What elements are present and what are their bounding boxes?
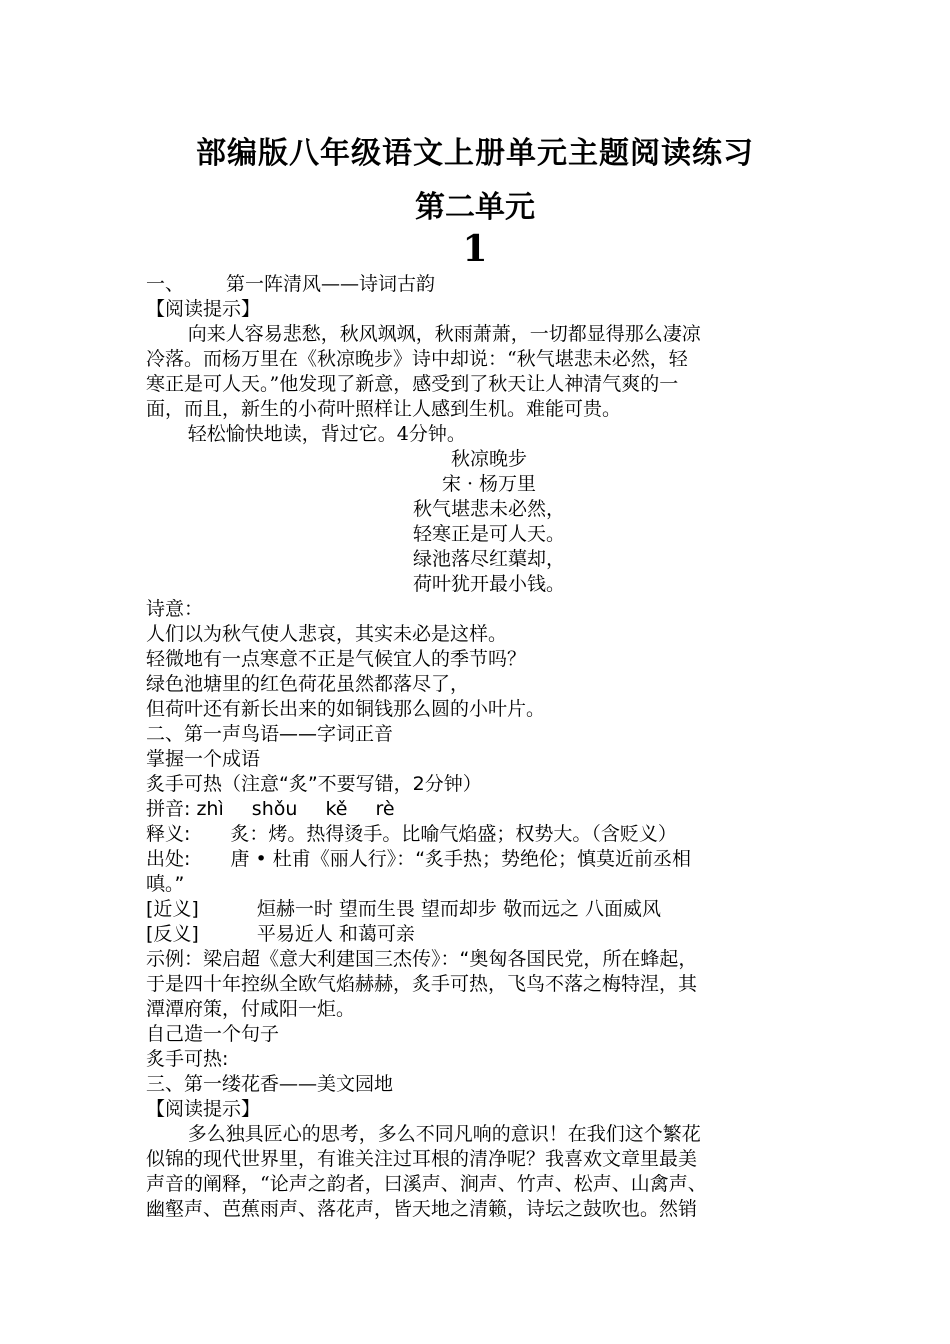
poem-line: 轻寒正是可人天。 — [412, 523, 565, 545]
idiom-line: 炙手可热（注意“炙”不要写错，2分钟） — [146, 773, 482, 795]
paragraph-line: 冷落。而杨万里在《秋凉晚步》诗中却说：“秋气堪悲未必然，轻 — [146, 348, 688, 370]
paragraph-line: 向来人容易悲愁，秋风飒飒，秋雨萧萧，一切都显得那么凄凉 — [187, 323, 701, 345]
example-line: 示例：梁启超《意大利建国三杰传》：“奥匈各国民党，所在蜂起， — [146, 948, 698, 970]
paragraph-line: 声音的阐释，“论声之韵者，曰溪声、涧声、竹声、松声、山禽声、 — [146, 1173, 707, 1195]
unit-title: 第二单元 — [415, 190, 535, 225]
pinyin-syllable: shǒu — [251, 798, 298, 820]
source-label: 出处: — [146, 848, 191, 870]
synonyms-text: 烜赫一时 望而生畏 望而却步 敬而远之 八面威风 — [256, 898, 661, 920]
pinyin-row — [146, 797, 802, 822]
meaning-line: 绿色池塘里的红色荷花虽然都落尽了， — [146, 673, 470, 695]
section-heading: 二、第一声鸟语——字词正音 — [146, 723, 394, 745]
subheading: 掌握一个成语 — [146, 748, 261, 770]
pinyin-syllable: zhì — [196, 798, 224, 820]
paragraph-line: 似锦的现代世界里，有谁关注过耳根的清净呢？我喜欢文章里最美 — [146, 1148, 698, 1170]
source-text: 唐 • 杜甫《丽人行》：“炙手热；势绝伦；慎莫近前丞相 — [230, 848, 692, 870]
antonyms-label: [反义] — [146, 923, 199, 945]
document-body — [146, 272, 802, 1222]
paragraph-line: 寒正是可人天。”他发现了新意，感受到了秋天让人神清气爽的一 — [146, 373, 679, 395]
paragraph-line: 幽壑声、芭蕉雨声、落花声，皆天地之清籁，诗坛之鼓吹也。然销 — [146, 1198, 698, 1220]
poem-author: 宋 · 杨万里 — [441, 473, 537, 495]
paragraph-line: 面，而且，新生的小荷叶照样让人感到生机。难能可贵。 — [146, 398, 622, 420]
poem-line: 荷叶犹开最小钱。 — [412, 573, 565, 595]
poem-title: 秋凉晚步 — [450, 448, 527, 470]
definition-label: 释义: — [146, 823, 191, 845]
antonyms-text: 平易近人 和蔼可亲 — [256, 923, 415, 945]
reading-tip-label: 【阅读提示】 — [146, 1098, 261, 1120]
section-heading-text: 第一阵清风——诗词古韵 — [226, 273, 436, 295]
sentence-prompt: 炙手可热: — [146, 1048, 229, 1070]
poem-line: 秋气堪悲未必然， — [412, 498, 565, 520]
synonyms-row — [146, 897, 802, 922]
meaning-line: 轻微地有一点寒意不正是气候宜人的季节吗？ — [146, 648, 527, 670]
lesson-number: 1 — [462, 228, 488, 270]
meaning-label: 诗意： — [146, 598, 204, 620]
definition-text: 炙：烤。热得烫手。比喻气焰盛；权势大。（含贬义） — [230, 823, 677, 845]
example-line: 于是四十年控纵全欧气焰赫赫，炙手可热，飞鸟不落之梅特涅，其 — [146, 973, 698, 995]
instruction: 轻松愉快地读，背过它。4分钟。 — [187, 423, 466, 445]
section-heading: 三、第一缕花香——美文园地 — [146, 1073, 394, 1095]
antonyms-row — [146, 922, 802, 947]
subheading: 自己造一个句子 — [146, 1023, 280, 1045]
section-heading — [146, 272, 802, 297]
meaning-line: 但荷叶还有新长出来的如铜钱那么圆的小叶片。 — [146, 698, 546, 720]
synonyms-label: [近义] — [146, 898, 199, 920]
example-line: 潭潭府策，付咸阳一炬。 — [146, 998, 356, 1020]
pinyin-syllable: kě — [325, 798, 348, 820]
paragraph-line: 多么独具匠心的思考，多么不同凡响的意识！在我们这个繁花 — [187, 1123, 701, 1145]
reading-tip-label: 【阅读提示】 — [146, 298, 261, 320]
pinyin-label: 拼音: — [146, 798, 191, 820]
source-row — [146, 847, 802, 872]
meaning-line: 人们以为秋气使人悲哀，其实未必是这样。 — [146, 623, 508, 645]
pinyin-syllable: rè — [375, 798, 395, 820]
poem-line: 绿池落尽红蕖却， — [412, 548, 565, 570]
definition-row — [146, 822, 802, 847]
document-title: 部编版八年级语文上册单元主题阅读练习 — [196, 136, 754, 171]
source-continuation: 嗔。” — [146, 873, 185, 895]
section-number: 一、 — [146, 273, 185, 295]
